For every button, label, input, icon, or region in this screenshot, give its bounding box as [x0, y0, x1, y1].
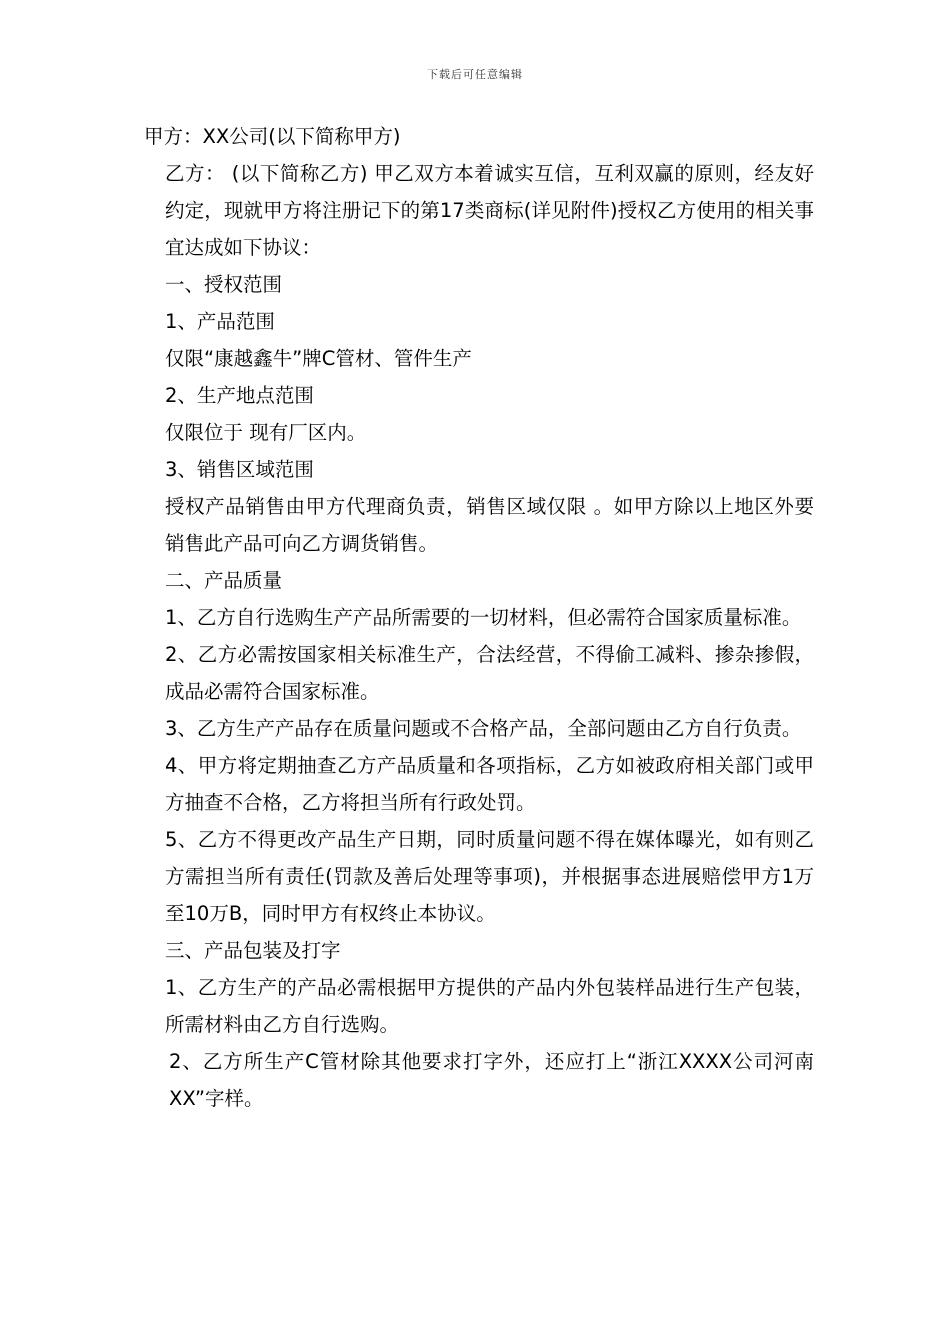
sales-region-text: 授权产品销售由甲方代理商负责，销售区域仅限 。如甲方除以上地区外要销售此产品可向乙方调货销售。 — [165, 495, 814, 555]
subheading-product-scope: 1、产品范围 — [165, 310, 275, 333]
document-body — [144, 118, 814, 1117]
quality-clause-1: 1、乙方自行选购生产产品所需要的一切材料，但必需符合国家质量标准。 — [165, 606, 802, 629]
section-heading-authorization-scope: 一、授权范围 — [165, 273, 283, 296]
section-heading-packaging: 三、产品包装及打字 — [165, 939, 341, 962]
subheading-production-location: 2、生产地点范围 — [165, 384, 314, 407]
subheading-sales-region: 3、销售区域范围 — [165, 458, 314, 481]
page-header-note: 下载后可任意编辑 — [427, 68, 523, 81]
packaging-clause-1: 1、乙方生产的产品必需根据甲方提供的产品内外包装样品进行生产包装，所需材料由乙方自行选购。 — [165, 976, 814, 1036]
quality-clause-3: 3、乙方生产产品存在质量问题或不合格产品，全部问题由乙方自行负责。 — [165, 717, 802, 740]
party-a-line: 甲方：XX公司(以下简称甲方) — [144, 125, 401, 148]
packaging-clause-2: 2、乙方所生产C管材除其他要求打字外，还应打上“浙江XXXX公司河南XX”字样。 — [169, 1050, 814, 1110]
party-b-intro-paragraph: 乙方： (以下简称乙方) 甲乙双方本着诚实互信，互利双赢的原则，经友好约定，现就甲方将注册记下的第17类商标(详见附件)授权乙方使用的相关事宜达成如下协议： — [165, 162, 814, 259]
production-location-text: 仅限位于 现有厂区内。 — [165, 421, 367, 444]
quality-clause-4: 4、甲方将定期抽查乙方产品质量和各项指标，乙方如被政府相关部门或甲方抽查不合格，乙方将担当所有行政处罚。 — [165, 754, 814, 814]
section-heading-product-quality: 二、产品质量 — [165, 569, 283, 592]
quality-clause-2: 2、乙方必需按国家相关标准生产，合法经营，不得偷工减料、掺杂掺假，成品必需符合国家标准。 — [165, 643, 814, 703]
product-scope-text: 仅限“康越鑫牛”牌C管材、管件生产 — [165, 347, 472, 370]
quality-clause-5: 5、乙方不得更改产品生产日期，同时质量问题不得在媒体曝光，如有则乙方需担当所有责任(罚款及善后处理等事项)，并根据事态进展赔偿甲方1万至10万B，同时甲方有权终止本协议。 — [165, 828, 814, 925]
